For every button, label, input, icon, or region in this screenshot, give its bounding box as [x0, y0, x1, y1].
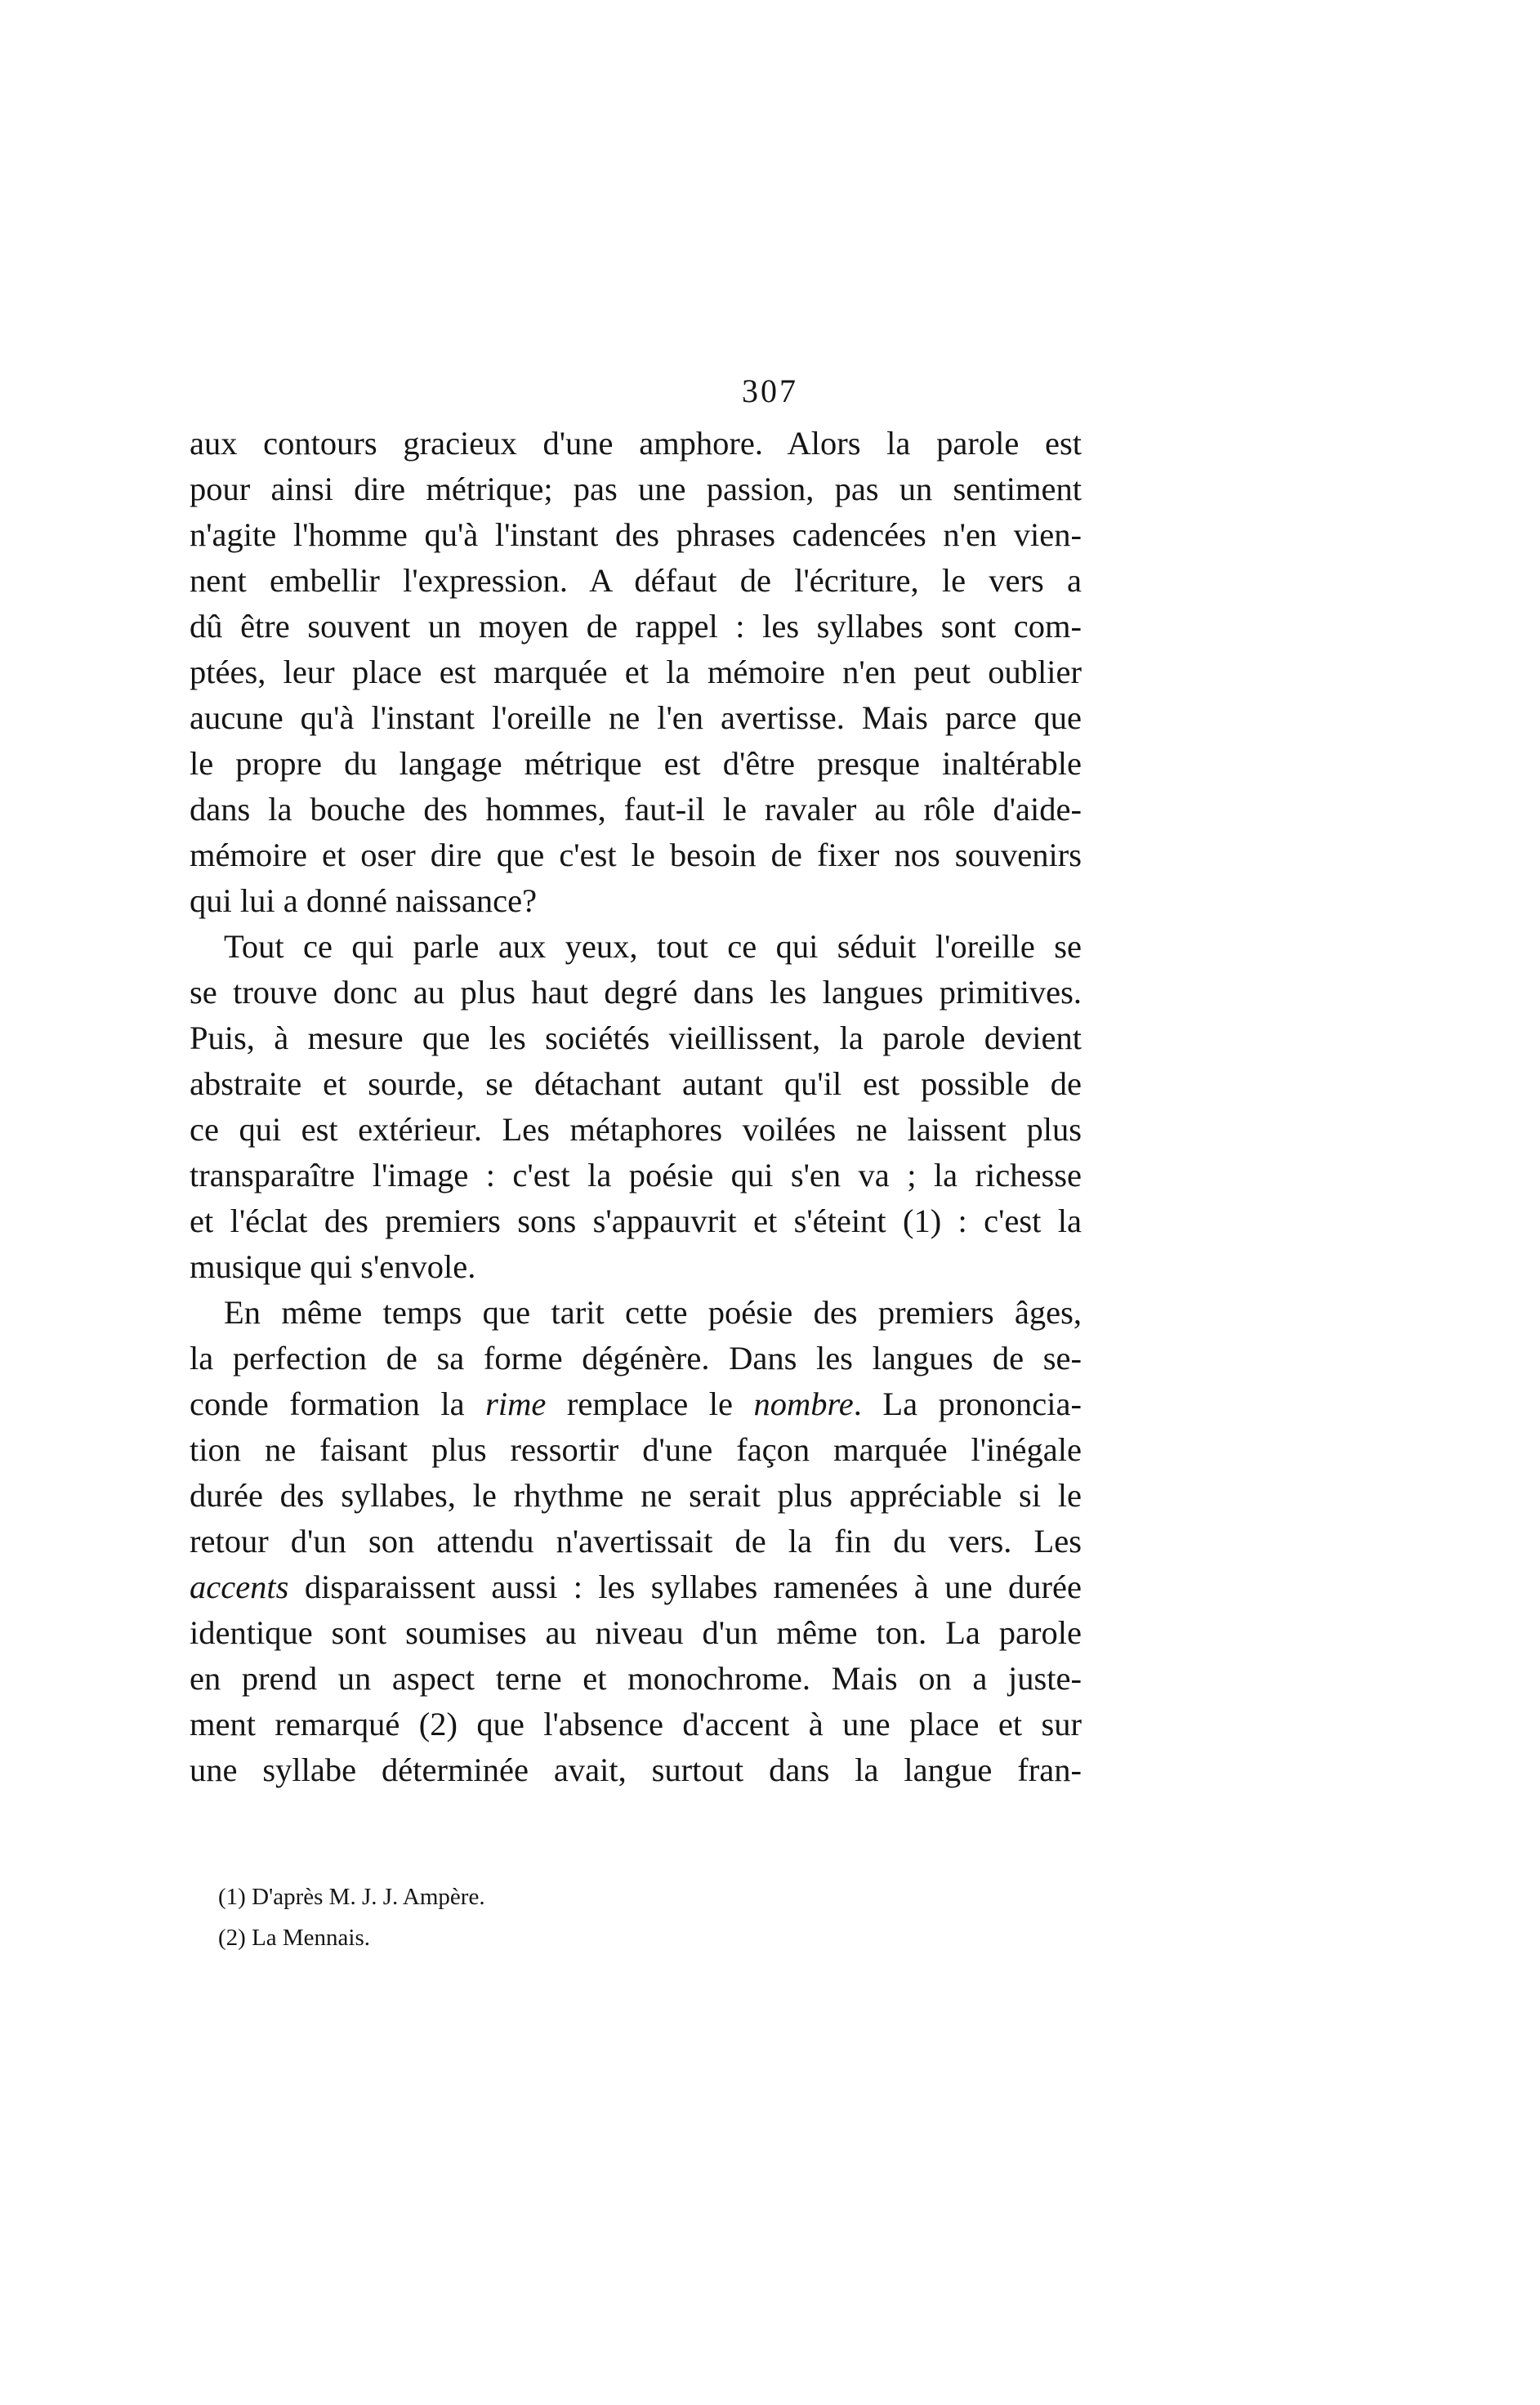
text-line: ment remarqué (2) que l'absence d'accent à une place et sur: [190, 1706, 1082, 1742]
italic-word-nombre: nombre: [753, 1385, 854, 1422]
text-segment: conde formation la: [190, 1385, 486, 1422]
text-line: En même temps que tarit cette poésie des premiers âges,: [224, 1294, 1082, 1331]
text-segment: . La prononcia-: [853, 1385, 1082, 1422]
text-line: nent embellir l'expression. A défaut de l'écriture, le vers a: [190, 562, 1082, 599]
body-text: [190, 421, 1082, 1793]
text-line: [190, 1564, 1082, 1610]
text-line: n'agite l'homme qu'à l'instant des phrases cadencées n'en vien-: [190, 516, 1082, 553]
page-number: 307: [742, 373, 798, 409]
text-line: ce qui est extérieur. Les métaphores voilées ne laissent plus: [190, 1111, 1082, 1148]
text-line: transparaître l'image : c'est la poésie qui s'en va ; la richesse: [190, 1157, 1082, 1194]
text-line: [190, 1381, 1082, 1427]
text-line: Tout ce qui parle aux yeux, tout ce qui séduit l'oreille se: [224, 928, 1082, 965]
text-line: en prend un aspect terne et monochrome. Mais on a juste-: [190, 1660, 1082, 1697]
text-line: Puis, à mesure que les sociétés vieillissent, la parole devient: [190, 1020, 1082, 1056]
text-line: aucune qu'à l'instant l'oreille ne l'en avertisse. Mais parce que: [190, 699, 1082, 736]
text-line: la perfection de sa forme dégénère. Dans les langues de se-: [190, 1340, 1082, 1377]
text-line: musique qui s'envole.: [190, 1248, 476, 1285]
footnotes: [218, 1876, 953, 1958]
text-segment: remplace le: [546, 1385, 754, 1422]
text-line: qui lui a donné naissance?: [190, 882, 538, 919]
text-line: retour d'un son attendu n'avertissait de la fin du vers. Les: [190, 1523, 1082, 1559]
text-line: identique sont soumises au niveau d'un même ton. La parole: [190, 1614, 1082, 1651]
text-line: une syllabe déterminée avait, surtout dans la langue fran-: [190, 1751, 1082, 1788]
italic-word-accents: accents: [190, 1568, 289, 1605]
footnote-1: (1) D'après M. J. J. Ampère.: [218, 1884, 485, 1910]
text-line: le propre du langage métrique est d'être presque inaltérable: [190, 745, 1082, 782]
text-line: pour ainsi dire métrique; pas une passion, pas un sentiment: [190, 471, 1082, 507]
text-line: durée des syllabes, le rhythme ne serait plus appréciable si le: [190, 1477, 1082, 1514]
text-line: dans la bouche des hommes, faut-il le ravaler au rôle d'aide-: [190, 791, 1082, 828]
text-line: et l'éclat des premiers sons s'appauvrit et s'éteint (1) : c'est la: [190, 1202, 1082, 1239]
italic-word-rime: rime: [485, 1385, 547, 1422]
text-line: ptées, leur place est marquée et la mémoire n'en peut oublier: [190, 654, 1082, 690]
text-segment: disparaissent aussi : les syllabes ramenées à une durée: [288, 1568, 1082, 1605]
text-line: tion ne faisant plus ressortir d'une façon marquée l'inégale: [190, 1431, 1082, 1468]
text-line: se trouve donc au plus haut degré dans les langues primitives.: [190, 974, 1082, 1011]
text-line: mémoire et oser dire que c'est le besoin de fixer nos souvenirs: [190, 837, 1082, 873]
text-line: abstraite et sourde, se détachant autant qu'il est possible de: [190, 1065, 1082, 1102]
text-line: dû être souvent un moyen de rappel : les syllabes sont com-: [190, 608, 1082, 645]
footnote-2: (2) La Mennais.: [218, 1925, 371, 1951]
text-line: aux contours gracieux d'une amphore. Alors la parole est: [190, 425, 1082, 462]
